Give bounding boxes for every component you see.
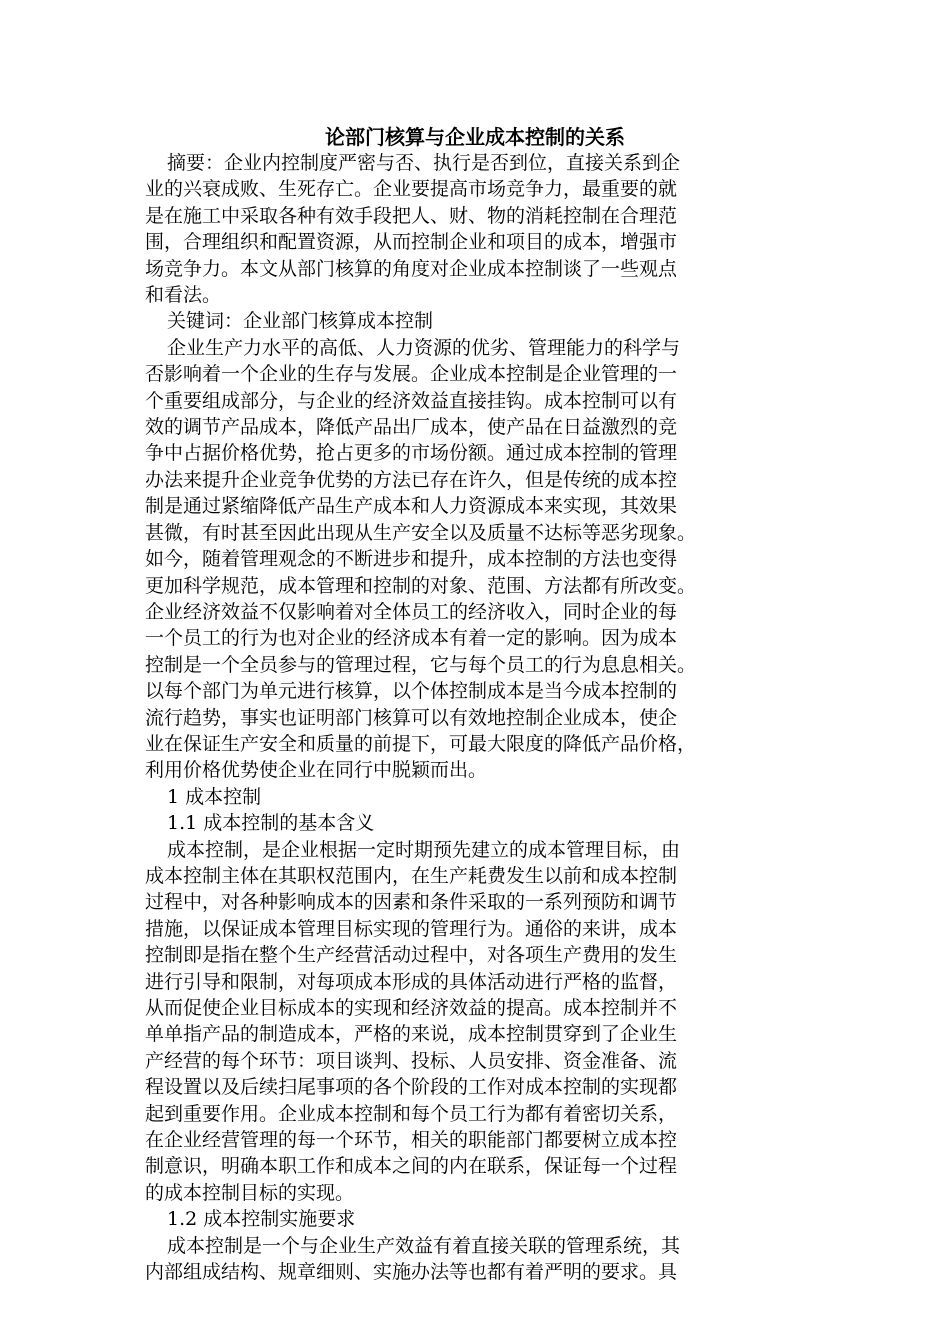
document-title: 论部门核算与企业成本控制的关系 [325, 125, 625, 149]
text-line: 否影响着一个企业的生存与发展。企业成本控制是企业管理的一 [145, 363, 678, 386]
section-1-heading: 1 成本控制 [167, 785, 262, 808]
text-line: 流行趋势，事实也证明部门核算可以有效地控制企业成本，使企 [145, 706, 678, 729]
text-line: 更加科学规范，成本管理和控制的对象、范围、方法都有所改变。 [145, 574, 697, 597]
section-1-1-heading: 1.1 成本控制的基本含义 [167, 812, 375, 835]
text-line: 业在保证生产安全和质量的前提下，可最大限度的降低产品价格， [145, 732, 697, 755]
text-line: 效的调节产品成本，降低产品出厂成本，使产品在日益激烈的竞 [145, 416, 678, 439]
text-line: 制是通过紧缩降低产品生产成本和人力资源成本来实现，其效果 [145, 495, 678, 518]
text-line: 成本控制主体在其职权范围内，在生产耗费发生以前和成本控制 [145, 864, 678, 887]
text-line: 控制是一个全员参与的管理过程，它与每个员工的行为息息相关。 [145, 653, 697, 676]
text-line: 控制即是指在整个生产经营活动过程中，对各项生产费用的发生 [145, 944, 678, 967]
intro-paragraph [145, 335, 785, 784]
keywords-line: 关键词：企业部门核算成本控制 [167, 310, 434, 333]
text-line: 企业经济效益不仅影响着对全体员工的经济收入，同时企业的每 [145, 600, 678, 623]
text-line: 成本控制是一个与企业生产效益有着直接关联的管理系统，其 [167, 1234, 681, 1257]
text-line: 程设置以及后续扫尾事项的各个阶段的工作对成本控制的实现都 [145, 1076, 678, 1099]
text-line: 围，合理组织和配置资源，从而控制企业和项目的成本，增强市 [145, 231, 678, 254]
text-line: 争中占据价格优势，抢占更多的市场份额。通过成本控制的管理 [145, 442, 678, 465]
text-line: 从而促使企业目标成本的实现和经济效益的提高。成本控制并不 [145, 997, 678, 1019]
text-line: 的成本控制目标的实现。 [145, 1181, 355, 1204]
text-line: 和看法。 [145, 284, 222, 307]
text-line: 产经营的每个环节：项目谈判、投标、人员安排、资金准备、流 [145, 1049, 678, 1072]
section-1-2-heading: 1.2 成本控制实施要求 [167, 1208, 356, 1231]
text-line: 制意识，明确本职工作和成本之间的内在联系，保证每一个过程 [145, 1155, 678, 1178]
text-line: 业的兴衰成败、生死存亡。企业要提高市场竞争力，最重要的就 [145, 178, 678, 201]
document-page [145, 124, 785, 1285]
text-line: 甚微，有时甚至因此出现从生产安全以及质量不达标等恶劣现象。 [145, 521, 697, 544]
text-line: 摘要：企业内控制度严密与否、执行是否到位，直接关系到企 [167, 152, 681, 174]
text-line: 如今，随着管理观念的不断进步和提升，成本控制的方法也变得 [145, 548, 678, 571]
text-line: 内部组成结构、规章细则、实施办法等也都有着严明的要求。具 [145, 1261, 678, 1284]
text-line: 一个员工的行为也对企业的经济成本有着一定的影响。因为成本 [145, 627, 678, 650]
text-line: 过程中，对各种影响成本的因素和条件采取的一系列预防和调节 [145, 891, 678, 914]
text-line: 措施，以保证成本管理目标实现的管理行为。通俗的来讲，成本 [145, 917, 678, 940]
text-line: 成本控制，是企业根据一定时期预先建立的成本管理目标，由 [167, 838, 681, 861]
section-1-2-paragraph [145, 1233, 785, 1286]
text-line: 进行引导和限制，对每项成本形成的具体活动进行严格的监督， [145, 970, 678, 993]
text-line: 单单指产品的制造成本，严格的来说，成本控制贯穿到了企业生 [145, 1023, 678, 1046]
text-line: 场竞争力。本文从部门核算的角度对企业成本控制谈了一些观点 [145, 257, 678, 280]
text-line: 企业生产力水平的高低、人力资源的优劣、管理能力的科学与 [167, 336, 681, 359]
text-line: 利用价格优势使企业在同行中脱颖而出。 [145, 759, 488, 782]
text-line: 办法来提升企业竞争优势的方法已存在许久，但是传统的成本控 [145, 468, 678, 491]
text-line: 个重要组成部分，与企业的经济效益直接挂钩。成本控制可以有 [145, 389, 678, 412]
text-line: 在企业经营管理的每一个环节，相关的职能部门都要树立成本控 [145, 1129, 678, 1152]
text-line: 以每个部门为单元进行核算，以个体控制成本是当今成本控制的 [145, 680, 678, 703]
section-1-1-paragraph [145, 837, 785, 1207]
abstract-paragraph [145, 150, 785, 308]
text-line: 起到重要作用。企业成本控制和每个员工行为都有着密切关系， [145, 1102, 678, 1125]
text-line: 是在施工中采取各种有效手段把人、财、物的消耗控制在合理范 [145, 204, 678, 227]
